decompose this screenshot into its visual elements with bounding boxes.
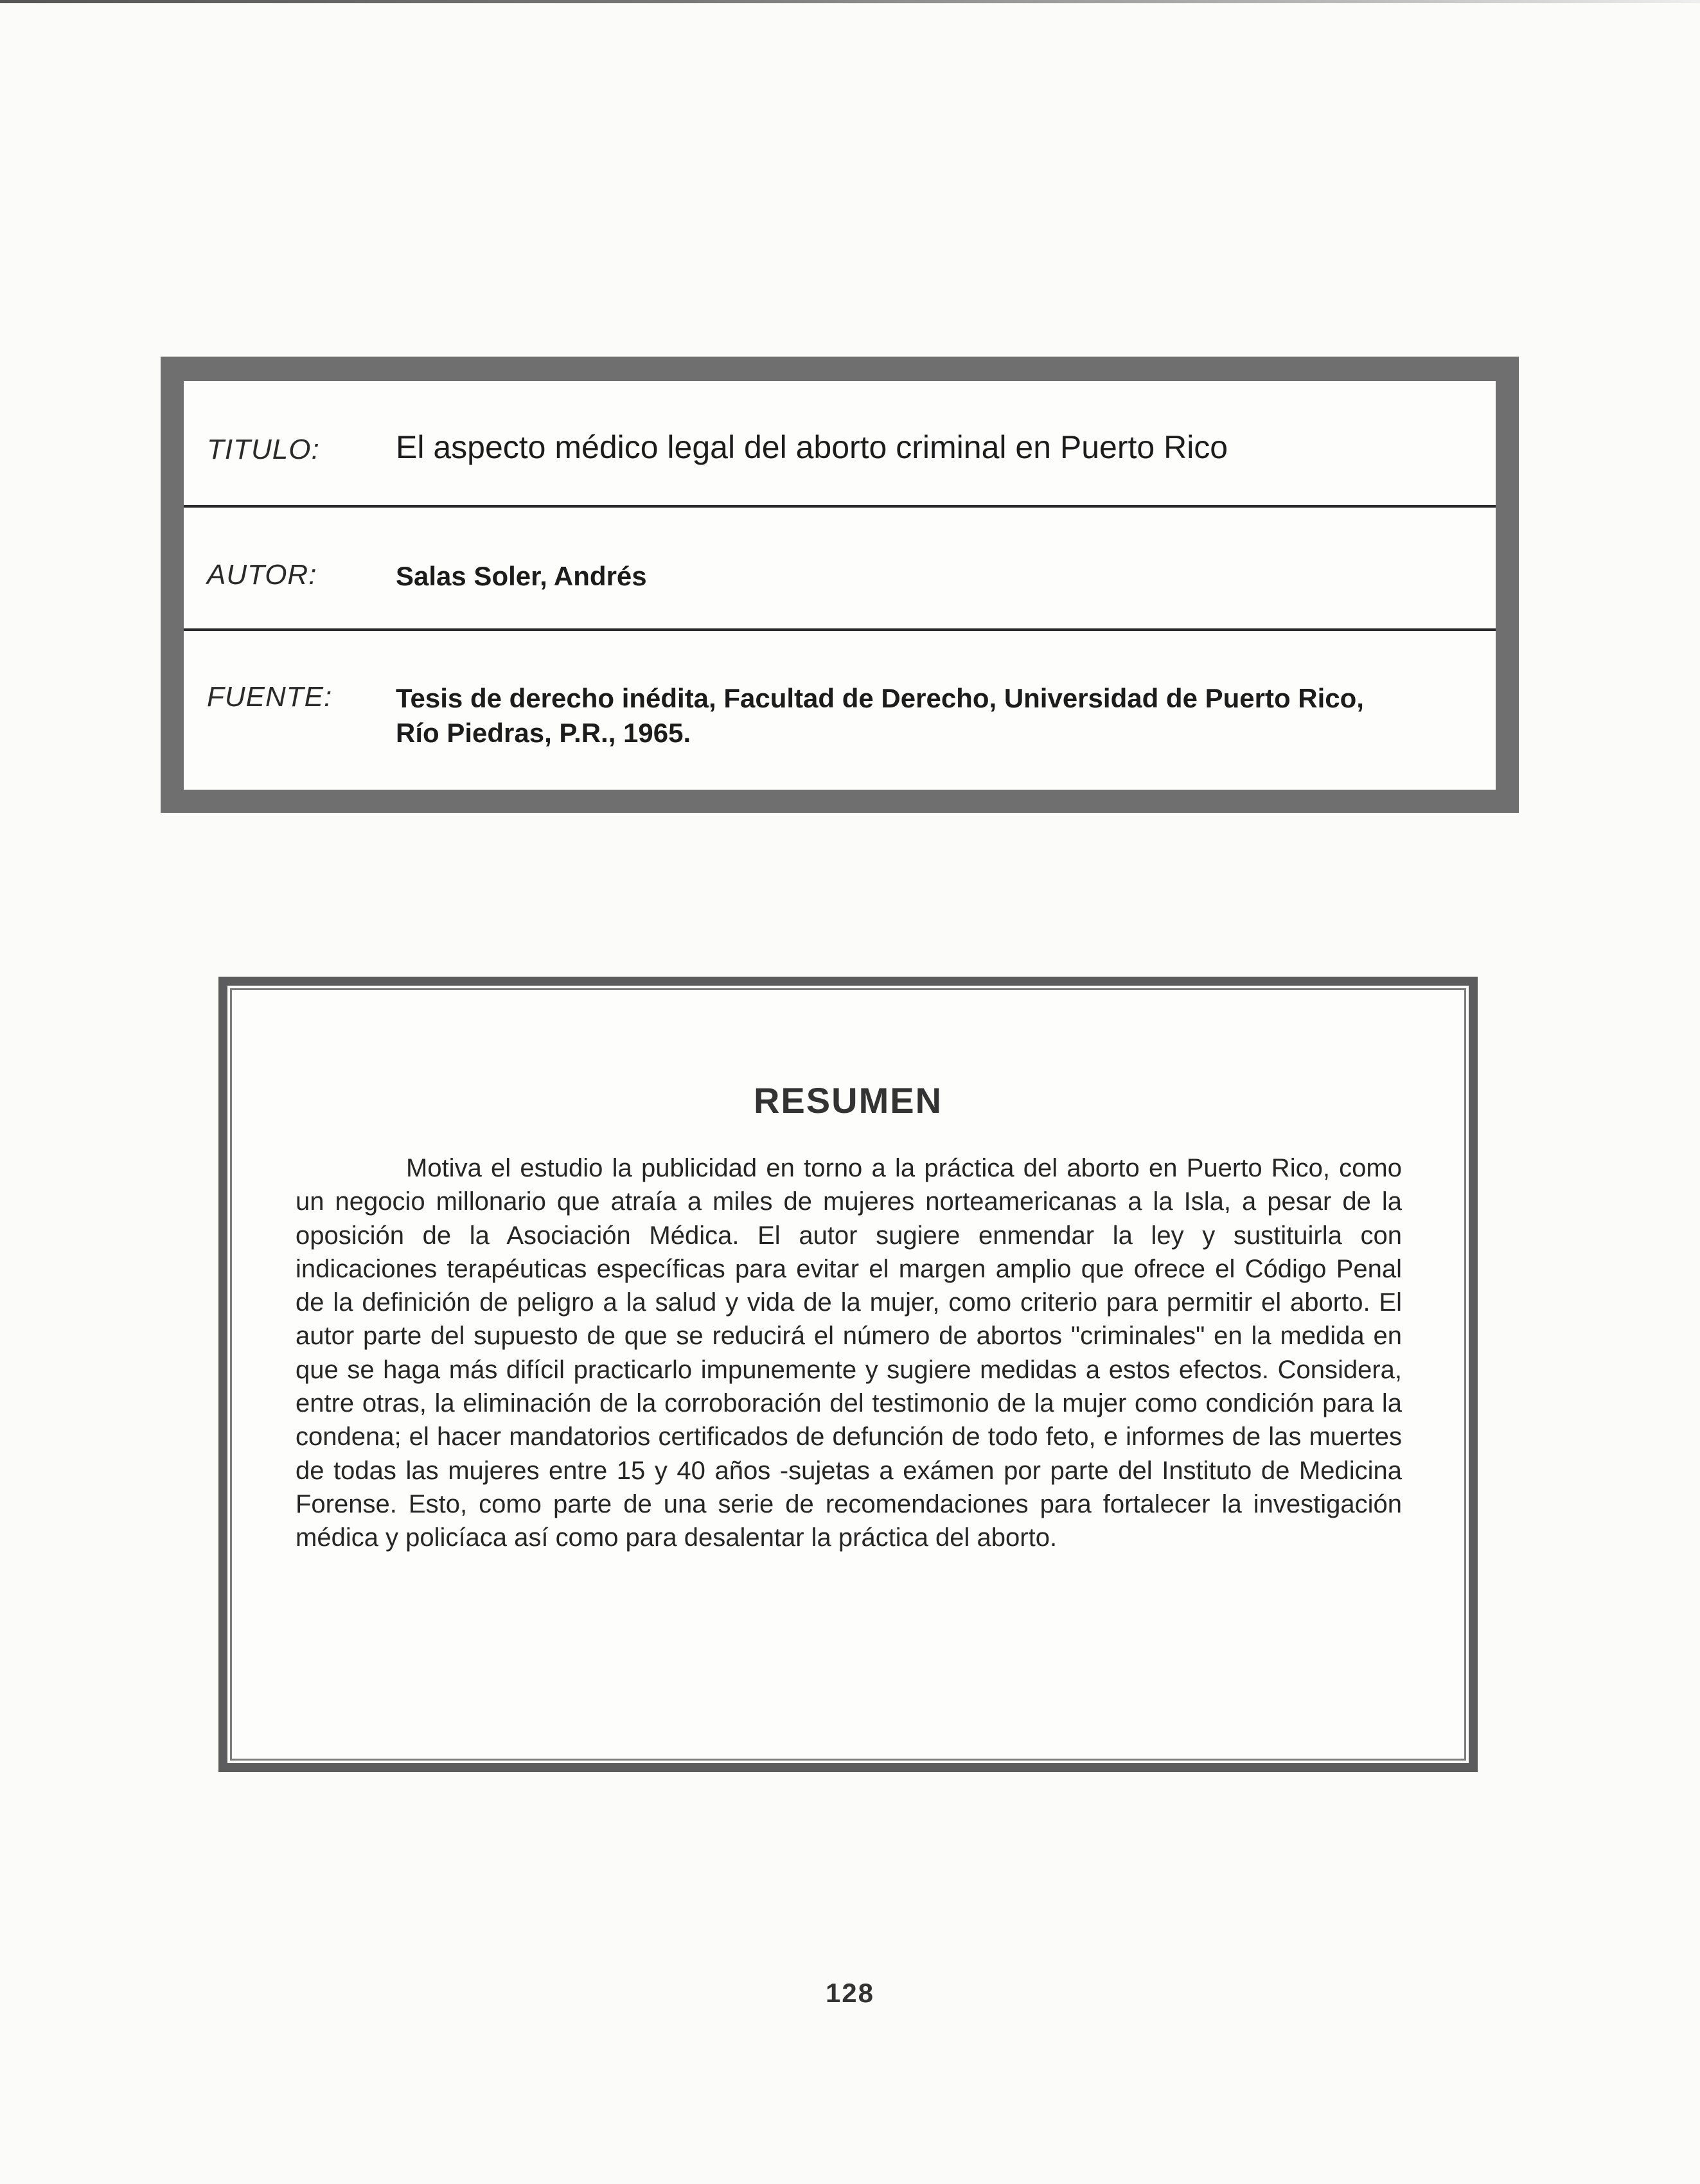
summary-text: Motiva el estudio la publicidad en torno a la práctica del aborto en Puerto Rico, como un negocio millonario que atraía a miles de mujeres norteamericanas a la Isla, a pesar de la oposición de la Asociación Médica. El autor sugiere enmendar la ley y sustituirla con indicaciones terapéuticas específicas para evitar el margen amplio que ofrece el Código Penal de la definición de peligro a la salud y vida de la mujer, como criterio para permitir el aborto. El autor parte del supuesto de que se reducirá el número de abortos "criminales" en la medida en que se haga más difícil practicarlo impunemente y sugiere medidas a estos efectos. Considera, entre otras, la eliminación de la corroboración del testimonio de la mujer como condición para la condena; el hacer mandatorios certificados de defunción de todo feto, e informes de las muertes de todas las mujeres entre 15 y 40 años -sujetas a exámen por parte del Instituto de Medicina Forense. Esto, como parte de una serie de recomendaciones para fortalecer la investigación médica y policíaca así como para desalentar la práctica del aborto. bbox=[296, 1154, 1402, 1552]
titulo-row bbox=[184, 381, 1496, 508]
fuente-line-1: Tesis de derecho inédita, Facultad de Derecho, Universidad de Puerto Rico, bbox=[396, 683, 1364, 713]
record-card bbox=[161, 357, 1519, 813]
record-card-inner bbox=[184, 381, 1496, 790]
fuente-label: FUENTE: bbox=[207, 681, 333, 713]
fuente-value bbox=[396, 681, 1496, 750]
autor-row bbox=[184, 508, 1496, 631]
fuente-row bbox=[184, 631, 1496, 790]
fuente-line-2: Río Piedras, P.R., 1965. bbox=[396, 718, 691, 748]
autor-value: Salas Soler, Andrés bbox=[396, 561, 647, 591]
page-number: 128 bbox=[825, 1978, 875, 2008]
summary-box bbox=[218, 977, 1478, 1772]
top-edge-rule bbox=[0, 0, 1700, 3]
titulo-label: TITULO: bbox=[207, 434, 320, 465]
titulo-value: El aspecto médico legal del aborto criminal en Puerto Rico bbox=[396, 429, 1228, 465]
summary-heading: RESUMEN bbox=[753, 1080, 943, 1121]
autor-label: AUTOR: bbox=[207, 559, 317, 590]
